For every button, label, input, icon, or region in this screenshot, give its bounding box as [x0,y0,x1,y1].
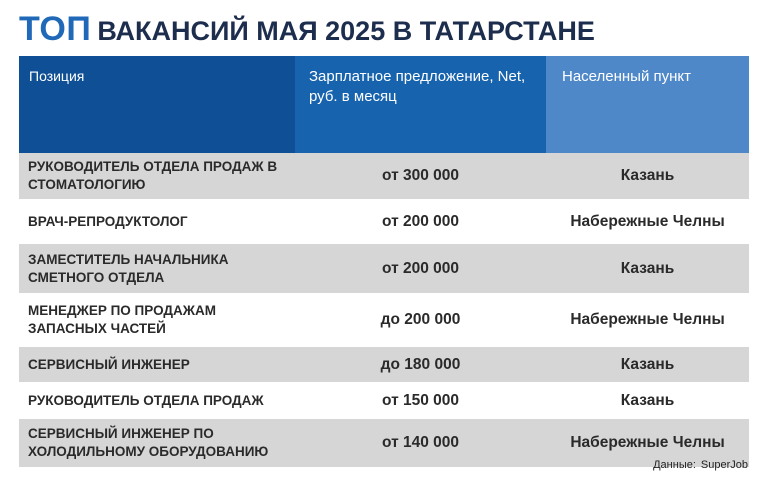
table-row [19,153,749,199]
position-cell: СЕРВИСНЫЙ ИНЖЕНЕР [19,347,295,382]
city-cell: Набережные Челны [546,419,749,467]
position-cell: ЗАМЕСТИТЕЛЬ НАЧАЛЬНИКА СМЕТНОГО ОТДЕЛА [19,244,295,293]
title-highlight: ТОП [19,10,92,48]
table-row [19,199,749,244]
table-row [19,382,749,419]
salary-cell: до 180 000 [295,347,546,382]
salary-cell: от 300 000 [295,153,546,199]
position-cell: ВРАЧ-РЕПРОДУКТОЛОГ [19,199,295,244]
table-row [19,347,749,382]
city-cell: Набережные Челны [546,199,749,244]
position-cell: РУКОВОДИТЕЛЬ ОТДЕЛА ПРОДАЖ [19,382,295,419]
city-cell: Казань [546,347,749,382]
header-city: Населенный пункт [546,56,749,153]
source-value: SuperJob [700,459,748,471]
salary-cell: от 140 000 [295,419,546,467]
table-header-row [19,56,749,153]
data-source [653,459,748,471]
table-row [19,293,749,347]
city-cell: Казань [546,244,749,293]
position-cell: СЕРВИСНЫЙ ИНЖЕНЕР ПО ХОЛОДИЛЬНОМУ ОБОРУДОВАНИЮ [19,419,295,467]
position-cell: МЕНЕДЖЕР ПО ПРОДАЖАМ ЗАПАСНЫХ ЧАСТЕЙ [19,293,295,347]
header-position: Позиция [19,56,295,153]
salary-cell: до 200 000 [295,293,546,347]
city-cell: Набережные Челны [546,293,749,347]
table-row [19,419,749,467]
city-cell: Казань [546,382,749,419]
salary-cell: от 200 000 [295,199,546,244]
position-cell: РУКОВОДИТЕЛЬ ОТДЕЛА ПРОДАЖ В СТОМАТОЛОГИЮ [19,153,295,199]
city-cell: Казань [546,153,749,199]
table-row [19,244,749,293]
source-label: Данные: [653,459,696,471]
page-title [19,10,595,50]
header-salary: Зарплатное предложение, Net, руб. в месяц [295,56,546,153]
vacancies-table [19,56,749,467]
salary-cell: от 150 000 [295,382,546,419]
title-text: ВАКАНСИЙ МАЯ 2025 В ТАТАРСТАНЕ [97,16,595,46]
salary-cell: от 200 000 [295,244,546,293]
